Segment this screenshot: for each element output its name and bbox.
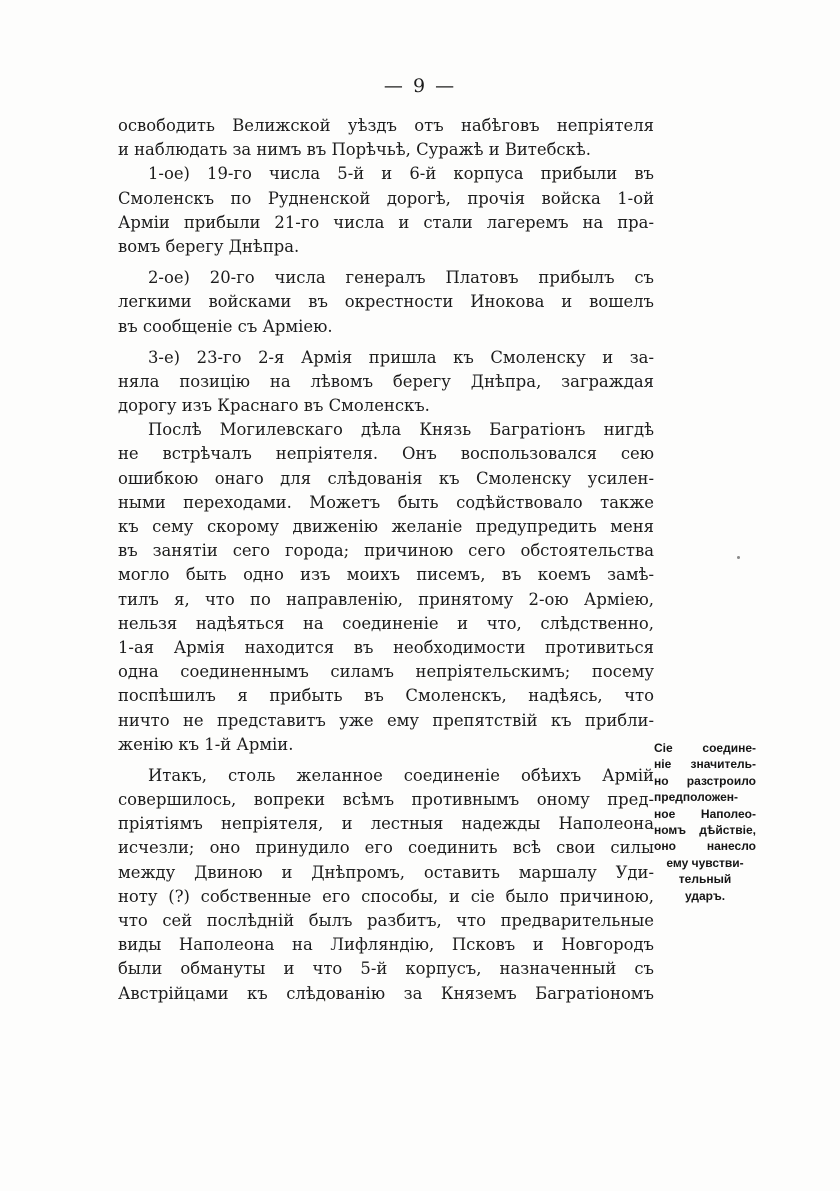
- marginal-note: [654, 740, 756, 904]
- text-line: и наблюдать за нимъ въ Порѣчьѣ, Суражѣ и Витебскѣ.: [118, 140, 591, 160]
- text-line: поспѣшилъ я прибыть въ Смоленскъ, надѣясь, что: [118, 686, 654, 706]
- text-line: няла позицію на лѣвомъ берегу Днѣпра, заграждая: [118, 371, 654, 391]
- text-line: одна соединеннымъ силамъ непріятельскимъ; посему: [118, 662, 654, 682]
- text-line: ничто не представитъ уже ему препятствій къ прибли-: [118, 710, 654, 730]
- text-line: виды Наполеона на Лифляндію, Псковъ и Новгородъ: [118, 935, 654, 955]
- text-line: освободить Велижской уѣздъ отъ набѣговъ непріятеля: [118, 116, 654, 135]
- scan-speck: [737, 556, 740, 559]
- paragraph: [118, 418, 654, 757]
- paragraph: [118, 764, 654, 1006]
- paragraph: [118, 346, 654, 419]
- paragraph: [118, 114, 654, 162]
- text-line: 3-е) 23-го 2-я Армія пришла къ Смоленску и за-: [148, 347, 654, 367]
- paragraph: [118, 162, 654, 259]
- text-line: въ сообщеніе съ Арміею.: [118, 316, 333, 336]
- text-line: исчезли; оно принудило его соединить всѣ свои силы: [118, 838, 654, 858]
- text-line: Послѣ Могилевскаго дѣла Князь Багратіонъ нигдѣ: [148, 420, 654, 440]
- text-line: 2-ое) 20-го числа генералъ Платовъ прибылъ съ: [148, 268, 654, 288]
- text-line: къ сему скорому движенію желаніе предупредить меня: [118, 517, 654, 536]
- note-line: оно нанесло: [654, 839, 756, 854]
- note-line: предположен-: [654, 790, 739, 805]
- text-line: пріятіямъ непріятеля, и лестныя надежды Наполеона: [118, 814, 654, 834]
- note-line: номъ дѣйствіе,: [654, 823, 756, 838]
- text-line: что сей послѣдній былъ разбитъ, что предварительные: [118, 911, 654, 930]
- note-line: ніе значитель-: [654, 757, 756, 772]
- text-line: между Двиною и Днѣпромъ, оставить маршалу Уди-: [118, 862, 654, 882]
- note-line: ное Наполео-: [654, 806, 756, 821]
- note-line: но разстроило: [654, 773, 756, 788]
- text-line: не встрѣчалъ непріятеля. Онъ воспользовался сею: [118, 444, 654, 464]
- text-line: тилъ я, что по направленію, принятому 2-ою Арміею,: [118, 589, 654, 609]
- text-line: Австрійцами къ слѣдованію за Княземъ Багратіономъ: [118, 983, 654, 1003]
- note-line: тельный: [678, 872, 732, 887]
- text-line: Арміи прибыли 21-го числа и стали лагеремъ на пра-: [118, 212, 654, 232]
- text-line: 1-ая Армія находится въ необходимости противиться: [118, 637, 654, 657]
- paragraph: [118, 266, 654, 339]
- text-line: дорогу изъ Краснаго въ Смоленскъ.: [118, 396, 430, 416]
- text-line: нельзя надѣяться на соединеніе и что, слѣдственно,: [118, 613, 654, 633]
- note-line: ударъ.: [684, 888, 726, 903]
- text-line: ноту (?) собственные его способы, и сіе было причиною,: [118, 886, 654, 906]
- text-line: совершилось, вопреки всѣмъ противнымъ оному пред-: [118, 790, 654, 810]
- text-line: ными переходами. Можетъ быть содѣйствовало также: [118, 492, 654, 512]
- text-line: въ занятіи сего города; причиною сего обстоятельства: [118, 541, 654, 561]
- main-text: [118, 114, 654, 1006]
- text-line: легкими войсками въ окрестности Инокова и вошелъ: [118, 292, 654, 312]
- text-line: вомъ берегу Днѣпра.: [118, 236, 300, 256]
- text-line: ошибкою онаго для слѣдованія къ Смоленску усилен-: [118, 468, 654, 488]
- page-number: — 9 —: [383, 75, 457, 97]
- text-line: женію къ 1-й Арміи.: [118, 734, 294, 754]
- note-line: ему чувстви-: [666, 855, 744, 870]
- text-line: были обмануты и что 5-й корпусъ, назначенный съ: [118, 959, 654, 979]
- text-line: могло быть одно изъ моихъ писемъ, въ коемъ замѣ-: [118, 565, 654, 585]
- text-line: Итакъ, столь желанное соединеніе обѣихъ Армій: [148, 765, 654, 785]
- text-line: 1-ое) 19-го числа 5-й и 6-й корпуса прибыли въ: [148, 164, 654, 184]
- text-line: Смоленскъ по Рудненской дорогѣ, прочія войска 1-ой: [118, 188, 654, 208]
- note-line: Сіе соедине-: [654, 741, 756, 755]
